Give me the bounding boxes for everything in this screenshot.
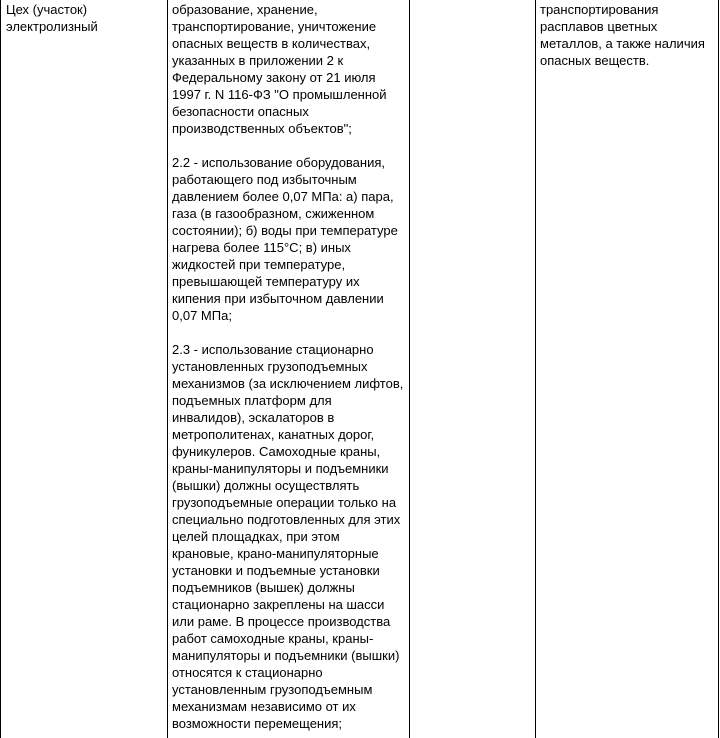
- criteria-paragraph: 2.3 - использование стационарно установленных грузоподъемных механизмов (за исключением лифтов, подъемных платформ для инвалидов), эскалаторов в метрополитенах, канатных дорог, фуникулеров. Самоходные краны, краны-манипуляторы и подъемники (вышки) должны осуществлять грузоподъемные операции только на специально подготовленных для этих целей площадках, при этом крановые, крано-манипуляторные установки и подъемные установки подъемников (вышек) должны стационарно закреплены на шасси или раме. В процессе производства работ самоходные краны, краны-манипуляторы и подъемники (вышки) относятся к стационарно установленным грузоподъемным механизмам независимо от их возможности перемещения;: [172, 342, 404, 731]
- workshop-name: Цех (участок) электролизный: [6, 2, 98, 34]
- table-cell-empty: [410, 0, 536, 738]
- criteria-text: [168, 0, 409, 732]
- table-cell-notes: [536, 0, 719, 738]
- column-3-text: [410, 0, 535, 1]
- table-cell-workshop: [1, 0, 168, 738]
- criteria-paragraph: 2.2 - использование оборудования, работающего под избыточным давлением более 0,07 МПа: а) пара, газа (в газообразном, сжиженном состоянии); б) воды при температуре нагрева более 115°С; в) иных жидкостей при температуре, превышающей температуру их кипения при избыточном давлении 0,07 МПа;: [172, 155, 398, 323]
- table-cell-criteria: [168, 0, 410, 738]
- criteria-paragraph: образование, хранение, транспортирование, уничтожение опасных веществ в количествах, указанных в приложении 2 к Федеральному закону от 21 июля 1997 г. N 116-ФЗ "О промышленной безопасности опасных производственных объектов";: [172, 2, 387, 136]
- notes-text: транспортирования расплавов цветных металлов, а также наличия опасных веществ.: [540, 2, 705, 68]
